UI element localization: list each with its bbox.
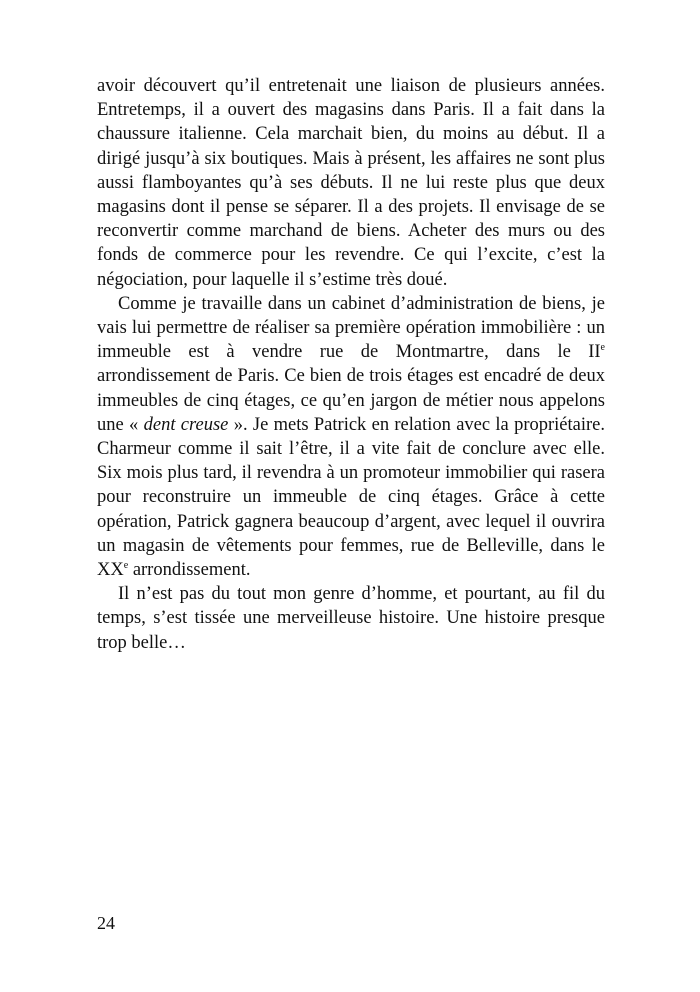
paragraph-3 [97,582,605,655]
body-text [97,74,605,655]
paragraph-2-text-part-4: ». Je mets Patrick en relation avec la propriétaire. Charmeur comme il sait l’être, il a vite fait de conclure avec elle. Six mois plus tard, il revendra à un promoteur immobilier qui rasera pour reconstruire un immeuble de cinq étages. Grâce à cette opération, Patrick gagnera beaucoup d’argent, avec lequel il ouvrira un magasin de vêtements pour femmes, rue de Belleville, dans le XX [97,414,605,581]
paragraph-2-text-part-5: arrondissement. [128,560,251,581]
paragraph-2-text-part-2: dans le II [488,342,601,363]
paragraph-1 [97,74,605,292]
paragraph-2-text-part-1: Comme je travaille dans un cabinet d’administration de biens, je vais lui permettre de réaliser sa première opération immobilière : un immeuble est à vendre rue de Montmartre [97,293,605,363]
paragraph-2 [97,292,605,582]
paragraph-3-text: Il n’est pas du tout mon genre d’homme, et pourtant, au fil du temps, s’est tissée une merveilleuse histoire. Une histoire presque trop belle… [97,584,605,653]
paragraph-1-text: avoir découvert qu’il entretenait une liaison de plusieurs années. Entretemps, il a ouvert des magasins dans Paris. Il a fait dans la chaussure italienne. Cela marchait bien, du moins au début. Il a dirigé jusqu’à six boutiques. Mais à présent, les affaires ne sont plus aussi flamboyantes qu’à ses débuts. Il ne lui reste plus que deux magasins dont il pense se séparer. Il a des projets. Il envisage de se reconvertir comme marchand de biens. Acheter des murs ou des fonds de commerce pour les revendre. Ce qui l’excite, c’est la négociation, pour laquelle il s’estime très doué. [97,76,605,290]
superscript-e-2: e [123,560,129,572]
superscript-e-1: e [600,342,605,354]
page-number: 24 [97,913,115,933]
italic-dent-creuse: dent creuse [143,414,229,435]
paragraph-2-comma: , [484,342,489,363]
paragraph-2-text-part-3: arrondissement de Paris. Ce bien de trois étages est encadré de deux immeubles de cinq étages, ce qu’en jargon de métier nous appelons une « [97,366,605,435]
